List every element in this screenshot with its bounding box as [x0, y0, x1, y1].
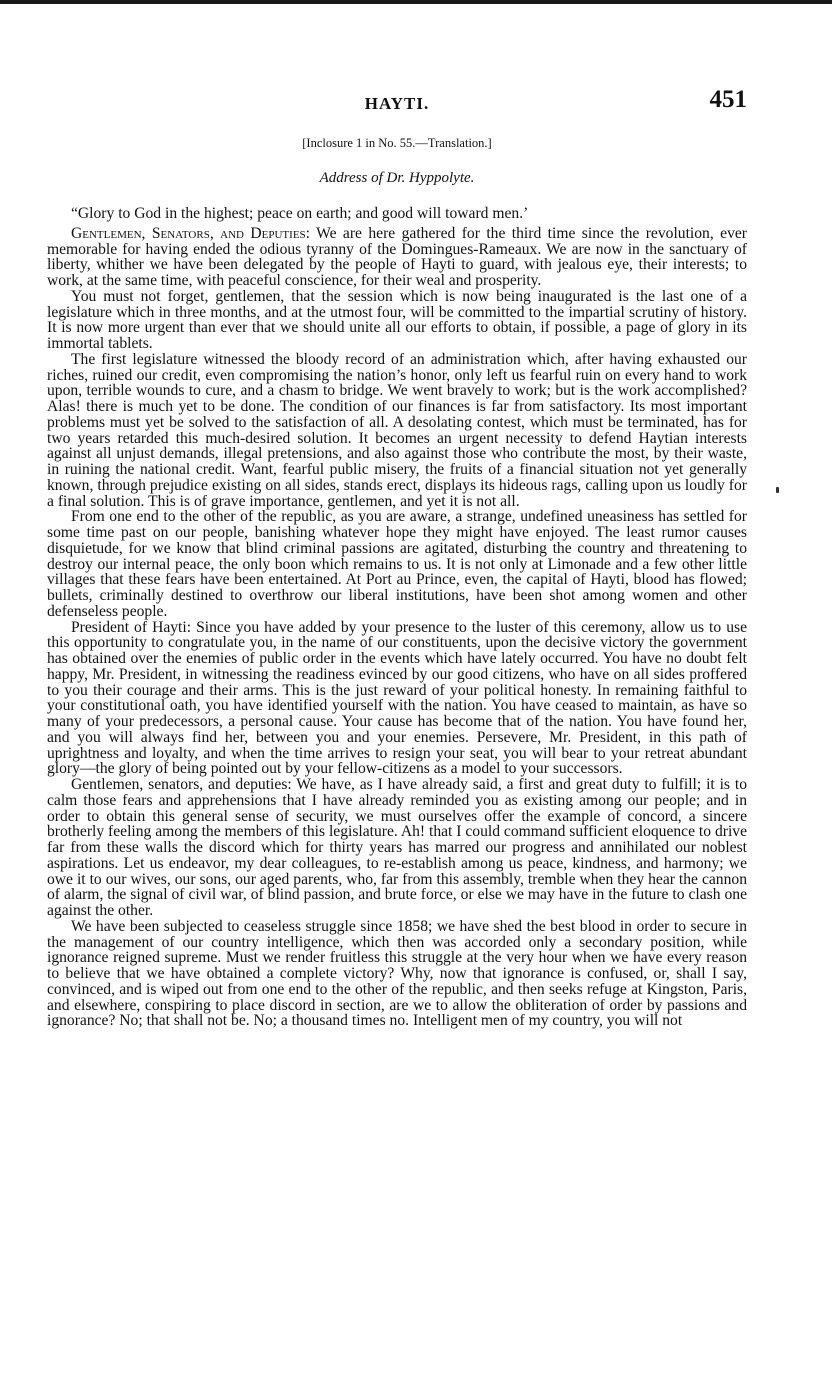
salutation-lead: Gentlemen, Senators, and Deputies: — [71, 224, 310, 242]
paragraph-text: You must not forget, gentlemen, that the session which is now being inaugurated is the last one of a legislature which in three months, and at the utmost four, will be committed to the impartial scrutiny of history. It is now more urgent than ever that we should unite all our efforts to obtain, if possible, a page of glory in its immortal tablets. — [47, 287, 747, 352]
top-border-rule — [0, 0, 832, 4]
paragraph-text: We have been subjected to ceaseless struggle since 1858; we have shed the best blood in order to secure in the management of our country intelligence, which then was accorded only a secondary position, while ignorance reigned supreme. Must we render fruitless this struggle at the very hour when we have every reason to believe that we have obtained a complete victory? Why, now that ignorance is confused, or, shall I say, convinced, and is wiped out from one end to the other of the republic, and then seeks refuge at Kingston, Paris, and elsewhere, conspiring to place discord in section, are we to allow the obliteration of order by passions and ignorance? No; that shall not be. No; a thousand times no. Intelligent men of my country, you will not — [47, 917, 747, 1030]
document-page — [47, 88, 747, 1029]
paragraph-6 — [47, 620, 747, 778]
margin-mark — [776, 487, 779, 493]
paragraph-2 — [47, 226, 747, 289]
paragraph-text: We are here gathered for the third time since the revolution, ever memorable for having ended the odious tyranny of the Domingues-Rameaux. We are now in the sanctuary of liberty, whither we have been delegated by the people of Hayti to guard, with jealous eye, their interests; to work, at the same time, with peaceful conscience, for their weal and prosperity. — [47, 224, 747, 289]
running-head-title: HAYTI. — [364, 94, 430, 113]
address-body — [47, 206, 747, 1029]
paragraph-4 — [47, 352, 747, 510]
paragraph-text: Gentlemen, senators, and deputies: We have, as I have already said, a first and great duty to fulfill; it is to calm those fears and apprehensions that I have already reminded you as existing among our people; and in order to obtain this general sense of security, we must ourselves offer the example of concord, a sincere brotherly feeling among the members of this legislature. Ah! that I could command sufficient eloquence to drive far from these walls the discord which for thirty years has marred our progress and annihilated our noblest aspirations. Let us endeavor, my dear colleagues, to re-establish among us peace, kindness, and harmony; we owe it to our wives, our sons, our aged parents, who, far from this assembly, tremble when they hear the cannon of alarm, the signal of civil war, of blind passion, and brute force, or else we may have in the future to clash one against the other. — [47, 776, 747, 919]
address-title: Address of Dr. Hyppolyte. — [319, 170, 475, 186]
running-head — [47, 88, 747, 124]
paragraph-7 — [47, 777, 747, 919]
enclosure-note: [Inclosure 1 in No. 55.—Translation.] — [302, 136, 492, 150]
paragraph-5 — [47, 509, 747, 619]
paragraph-8 — [47, 919, 747, 1029]
paragraph-text: “Glory to God in the highest; peace on earth; and good will toward men.’ — [71, 205, 529, 222]
paragraph-1 — [47, 206, 747, 222]
page-number: 451 — [709, 86, 747, 113]
paragraph-text: From one end to the other of the republic, as you are aware, a strange, undefined uneasiness has settled for some time past on our people, banishing whatever hope they might have enjoyed. The least rumor causes disquietude, for we know that blind criminal passions are agitated, disturbing the country and threatening to destroy our internal peace, the only boon which remains to us. It is not only at Limonade and a few other little villages that these fears have been entertained. At Port au Prince, even, the capital of Hayti, blood has flowed; bullets, criminally destined to overthrow our liberal institutions, have been shot among women and other defenseless people. — [47, 508, 747, 620]
paragraph-text: The first legislature witnessed the bloody record of an administration which, after having exhausted our riches, ruined our credit, even compromising the nation’s honor, only left us fearful ruin on every hand to work upon, terrible wounds to cure, and a chasm to bridge. We went bravely to work; but is the work accomplished? Alas! there is much yet to be done. The condition of our finances is far from satisfactory. Its most important problems must yet be solved to the satisfaction of all. A desolating contest, which must be terminated, has for two years retarded this much-desired solution. It becomes an urgent necessity to defend Haytian interests against all unjust demands, illegal pretensions, and also against those who contribute the most, by their waste, in ruining the national credit. Want, fearful public misery, the fruits of a financial situation not yet generally known, through prejudice existing on all sides, stands erect, displays its hideous rags, calling upon us loudly for a final solution. This is of grave importance, gentlemen, and yet it is not all. — [47, 350, 747, 510]
paragraph-3 — [47, 289, 747, 352]
paragraph-text: President of Hayti: Since you have added by your presence to the luster of this ceremony, allow us to use this opportunity to congratulate you, in the name of our constituents, upon the decisive victory the government has obtained over the enemies of public order in the events which have lately occurred. You have no doubt felt happy, Mr. President, in witnessing the readiness evinced by our good citizens, who have on all sides proffered to you their courage and their arms. This is the just reward of your political honesty. In remaining faithful to your constitutional oath, you have identified yourself with the nation. You have ceased to maintain, as have so many of your predecessors, a personal cause. Your cause has become that of the nation. You have found her, and you will always find her, between you and your enemies. Persevere, Mr. President, in this path of uprightness and loyalty, and when the time arrives to resign your seat, you will bear to your retreat abundant glory—the glory of being pointed out by your fellow-citizens as a model to your successors. — [47, 618, 747, 778]
